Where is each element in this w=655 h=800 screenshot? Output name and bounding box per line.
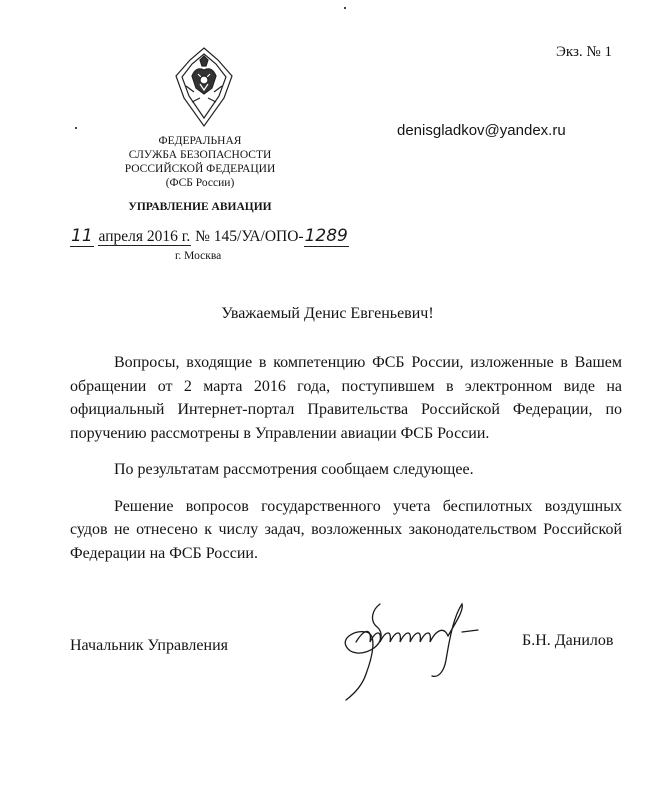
handwritten-signature-icon [332,596,507,706]
agency-line: СЛУЖБА БЕЗОПАСНОСТИ [128,149,272,161]
handwritten-number: 1289 [304,226,348,246]
city: г. Москва [175,250,222,262]
signer-name: Б.Н. Данилов [522,632,614,649]
date-month-year: апреля 2016 г. [98,228,191,245]
copy-number: Экз. № 1 [556,44,612,60]
agency-block [95,134,305,190]
paragraph: Вопросы, входящие в компетенцию ФСБ России, изложенные в Вашем обращении от 2 марта 2016 года, поступившем в электронном виде на официальный Интернет-портал Правительства Российской Федерации, по поручению рассмотрены в Управлении авиации ФСБ России. [70,354,622,442]
recipient-email: denisgladkov@yandex.ru [397,122,566,139]
agency-line: РОССИЙСКОЙ ФЕДЕРАЦИИ [124,163,276,175]
agency-short-name: (ФСБ России) [165,177,235,189]
scan-speck [75,127,77,129]
outgoing-number: № 145/УА/ОПО- [195,228,304,245]
signer-position: Начальник Управления [70,637,228,654]
date-and-number [70,226,349,246]
department-name: УПРАВЛЕНИЕ АВИАЦИИ [128,201,272,213]
letter-body [70,351,622,565]
fsb-emblem-icon [172,46,236,128]
greeting: Уважаемый Денис Евгеньевич! [221,305,434,322]
paragraph: По результатам рассмотрения сообщаем следующее. [114,461,474,478]
handwritten-day: 11 [71,226,93,246]
agency-line: ФЕДЕРАЛЬНАЯ [158,135,242,147]
scan-speck [344,7,346,9]
paragraph: Решение вопросов государственного учета беспилотных воздушных судов не отнесено к числу задач, возложенных законодательством Российской Федерации на ФСБ России. [70,497,622,562]
